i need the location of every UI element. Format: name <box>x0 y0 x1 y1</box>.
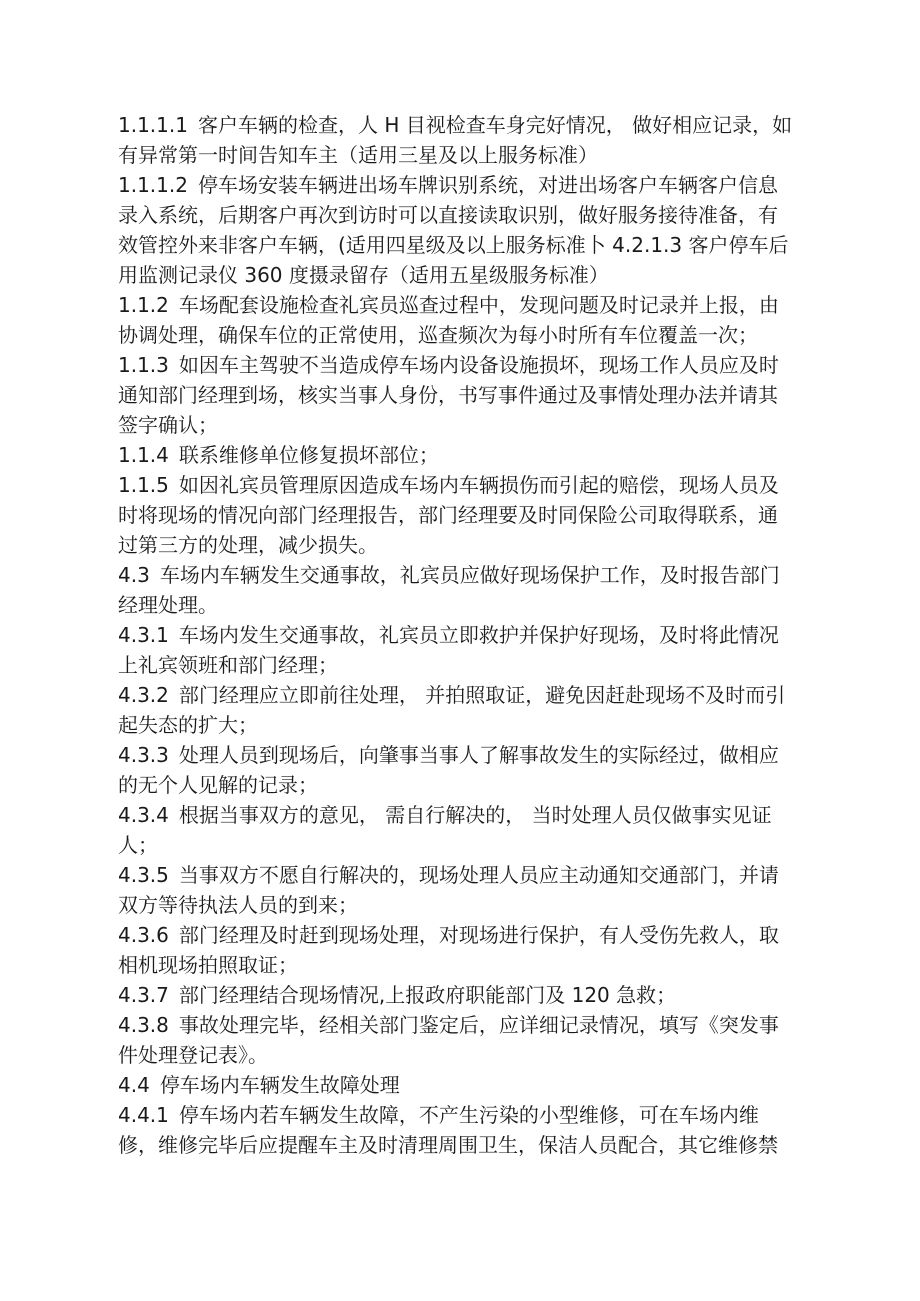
section-number: 1.1.2 <box>118 293 169 317</box>
section-number: 4.4 <box>118 1073 150 1097</box>
paragraph-1-1-1-1 <box>118 110 808 170</box>
line-text: 效管控外来非客户车辆，(适用四星级及以上服务标准卜 4.2.1.3 客户停车后 <box>118 233 789 257</box>
text-line <box>118 740 808 770</box>
text-line <box>118 1040 808 1070</box>
paragraph-4-3-8 <box>118 1010 808 1070</box>
line-text: 停车场安装车辆进出场车牌识别系统，对进出场客户车辆客户信息 <box>197 173 778 197</box>
paragraph-4-3-7 <box>118 980 808 1010</box>
line-text: 件处理登记表》。 <box>118 1043 268 1067</box>
section-number: 4.3.3 <box>118 743 169 767</box>
paragraph-4-3 <box>118 560 808 620</box>
line-text: 时将现场的情况向部门经理报告，部门经理要及时同保险公司取得联系，通 <box>118 503 778 527</box>
section-number: 4.3.1 <box>118 623 169 647</box>
text-line <box>118 920 808 950</box>
section-number: 4.3.8 <box>118 1013 169 1037</box>
text-line <box>118 680 808 710</box>
text-line <box>118 590 808 620</box>
text-line <box>118 1070 808 1100</box>
line-text: 双方等待执法人员的到来； <box>118 893 358 917</box>
line-text: 停车场内若车辆发生故障，不产生污染的小型维修，可在车场内维 <box>178 1103 759 1127</box>
paragraph-1-1-1-2 <box>118 170 808 290</box>
line-text: 经理处理。 <box>118 593 218 617</box>
line-text: 修，维修完毕后应提醒车主及时清理周围卫生，保洁人员配合，其它维修禁 <box>118 1133 778 1157</box>
text-line <box>118 200 808 230</box>
line-text: 车场配套设施检查礼宾员巡查过程中，发现问题及时记录并上报，由 <box>178 293 779 317</box>
text-line <box>118 1130 808 1160</box>
text-line <box>118 410 808 440</box>
line-text: 起失态的扩大； <box>118 713 258 737</box>
paragraph-1-1-2 <box>118 290 808 350</box>
text-line <box>118 710 808 740</box>
line-text: 的无个人见解的记录； <box>118 773 318 797</box>
text-line <box>118 110 808 140</box>
line-text: 部门经理结合现场情况,上报政府职能部门及 120 急救； <box>178 983 677 1007</box>
line-text: 有异常第一时间告知车主（适用三星及以上服务标准） <box>118 143 598 167</box>
paragraph-4-3-5 <box>118 860 808 920</box>
paragraph-4-3-2 <box>118 680 808 740</box>
text-line <box>118 140 808 170</box>
text-line <box>118 320 808 350</box>
section-number: 4.3 <box>118 563 150 587</box>
text-line <box>118 560 808 590</box>
line-text: 如因礼宾员管理原因造成车场内车辆损伤而引起的赔偿，现场人员及 <box>178 473 779 497</box>
text-line <box>118 950 808 980</box>
section-number: 1.1.1.2 <box>118 173 188 197</box>
text-line <box>118 1100 808 1130</box>
paragraph-4-3-6 <box>118 920 808 980</box>
text-line <box>118 170 808 200</box>
line-text: 人； <box>118 833 158 857</box>
paragraph-1-1-4 <box>118 440 808 470</box>
paragraph-4-3-1 <box>118 620 808 680</box>
paragraph-4-3-4 <box>118 800 808 860</box>
paragraph-4-4 <box>118 1070 808 1100</box>
line-text: 处理人员到现场后，向肇事当事人了解事故发生的实际经过，做相应 <box>178 743 779 767</box>
text-line <box>118 230 808 260</box>
section-number: 1.1.5 <box>118 473 169 497</box>
section-number: 4.3.5 <box>118 863 169 887</box>
text-line <box>118 290 808 320</box>
paragraph-1-1-5 <box>118 470 808 560</box>
section-number: 4.4.1 <box>118 1103 169 1127</box>
line-text: 车场内发生交通事故，礼宾员立即救护并保护好现场，及时将此情况 <box>178 623 779 647</box>
section-number: 1.1.4 <box>118 443 169 467</box>
text-line <box>118 890 808 920</box>
text-line <box>118 500 808 530</box>
text-line <box>118 260 808 290</box>
line-text: 根据当事双方的意见， 需自行解决的， 当时处理人员仅做事实见证 <box>178 803 772 827</box>
line-text: 通知部门经理到场，核实当事人身份，书写事件通过及事情处理办法并请其 <box>118 383 778 407</box>
paragraph-1-1-3 <box>118 350 808 440</box>
section-number: 1.1.3 <box>118 353 169 377</box>
text-line <box>118 530 808 560</box>
line-text: 停车场内车辆发生故障处理 <box>159 1073 400 1097</box>
text-line <box>118 470 808 500</box>
text-line <box>118 620 808 650</box>
paragraph-4-3-3 <box>118 740 808 800</box>
text-line <box>118 830 808 860</box>
line-text: 车场内车辆发生交通事故，礼宾员应做好现场保护工作，及时报告部门 <box>159 563 780 587</box>
document-body <box>118 110 808 1160</box>
line-text: 上礼宾领班和部门经理； <box>118 653 338 677</box>
text-line <box>118 350 808 380</box>
section-number: 1.1.1.1 <box>118 113 188 137</box>
line-text: 用监测记录仪 360 度摄录留存（适用五星级服务标准） <box>118 263 609 287</box>
text-line <box>118 380 808 410</box>
line-text: 部门经理及时赶到现场处理，对现场进行保护，有人受伤先救人，取 <box>178 923 779 947</box>
text-line <box>118 1010 808 1040</box>
text-line <box>118 770 808 800</box>
line-text: 客户车辆的检查，人 H 目视检查车身完好情况， 做好相应记录，如 <box>197 113 793 137</box>
line-text: 录入系统，后期客户再次到访时可以直接读取识别，做好服务接待准备，有 <box>118 203 778 227</box>
line-text: 联系维修单位修复损坏部位； <box>178 443 439 467</box>
section-number: 4.3.2 <box>118 683 169 707</box>
text-line <box>118 980 808 1010</box>
line-text: 过第三方的处理，减少损失。 <box>118 533 378 557</box>
line-text: 如因车主驾驶不当造成停车场内设备设施损坏，现场工作人员应及时 <box>178 353 779 377</box>
line-text: 事故处理完毕，经相关部门鉴定后，应详细记录情况，填写《突发事 <box>178 1013 779 1037</box>
section-number: 4.3.6 <box>118 923 169 947</box>
text-line <box>118 650 808 680</box>
line-text: 协调处理，确保车位的正常使用，巡查频次为每小时所有车位覆盖一次； <box>118 323 758 347</box>
text-line <box>118 800 808 830</box>
section-number: 4.3.4 <box>118 803 169 827</box>
line-text: 当事双方不愿自行解决的，现场处理人员应主动通知交通部门，并请 <box>178 863 779 887</box>
text-line <box>118 860 808 890</box>
line-text: 相机现场拍照取证； <box>118 953 298 977</box>
line-text: 签字确认； <box>118 413 218 437</box>
text-line <box>118 440 808 470</box>
paragraph-4-4-1 <box>118 1100 808 1160</box>
section-number: 4.3.7 <box>118 983 169 1007</box>
line-text: 部门经理应立即前往处理， 并拍照取证，避免因赶赴现场不及时而引 <box>178 683 786 707</box>
